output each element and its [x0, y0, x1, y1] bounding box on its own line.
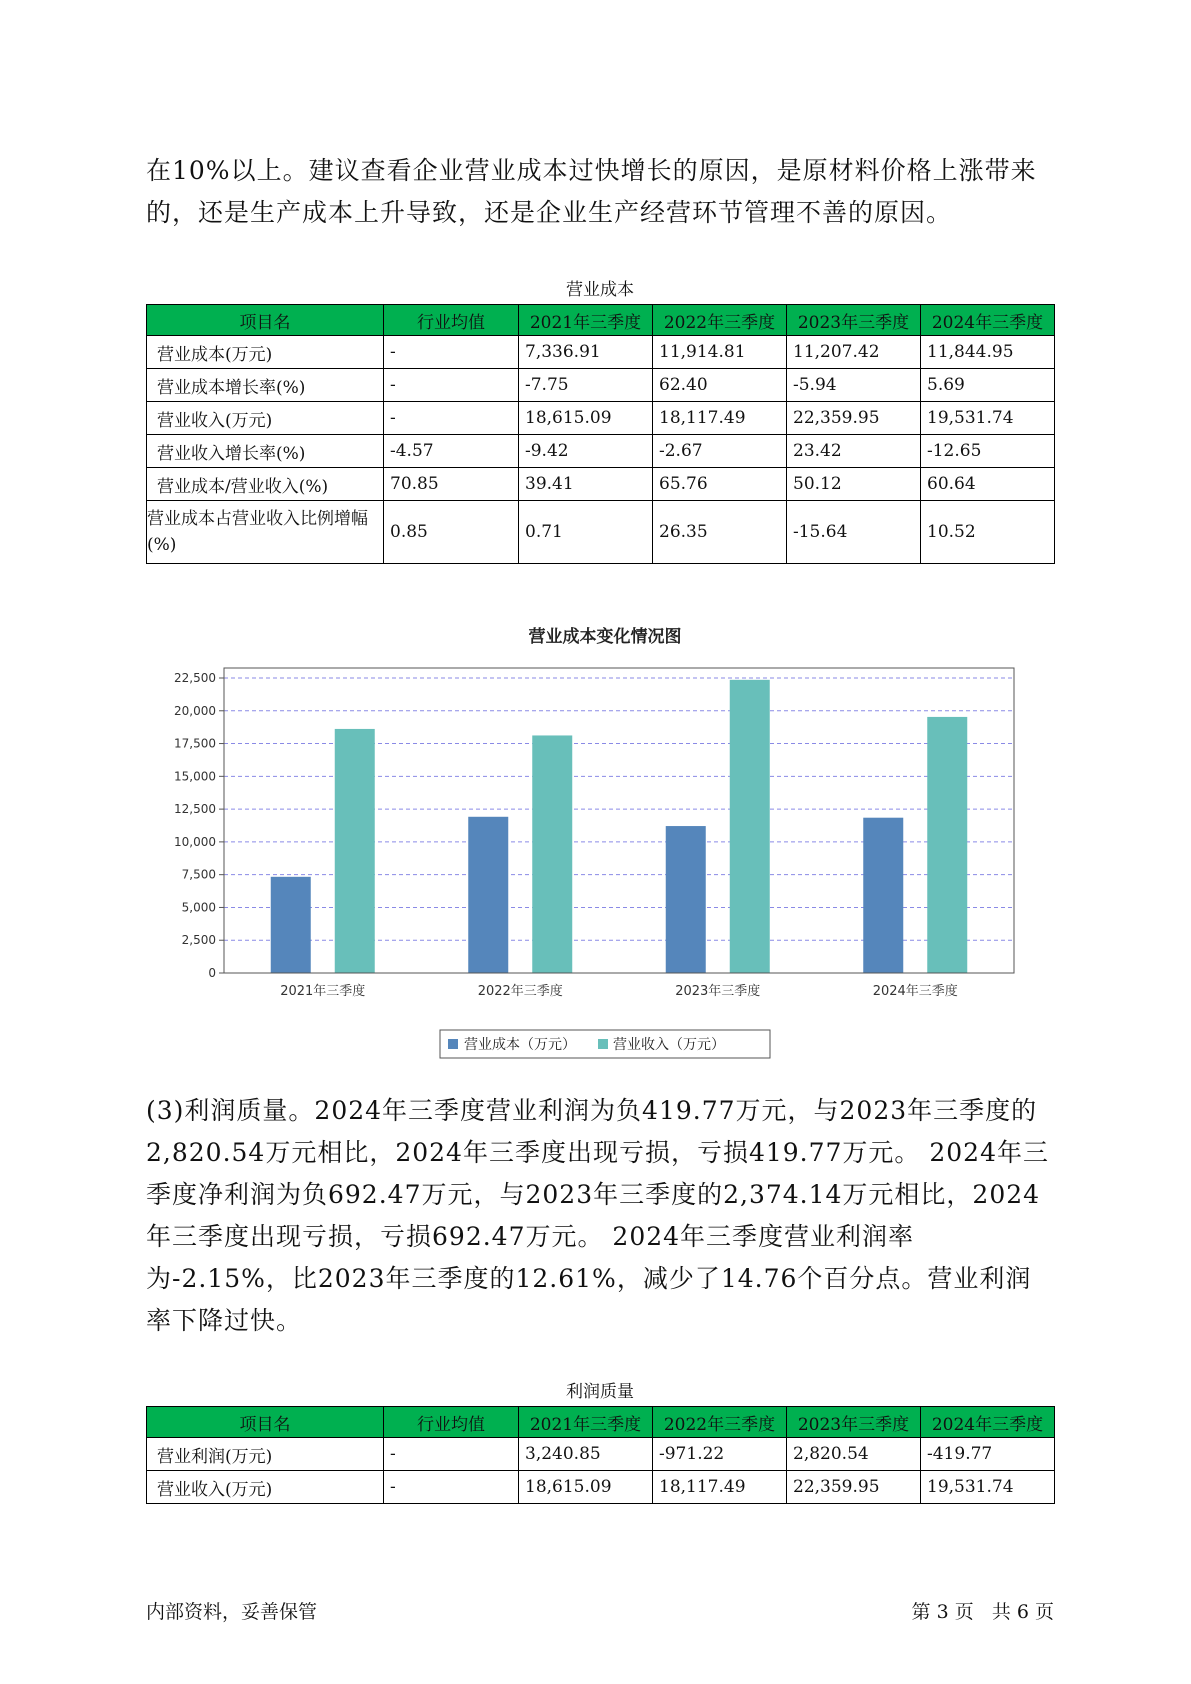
table-cell: 18,615.09	[519, 402, 653, 435]
row-label: 营业成本(万元)	[147, 336, 384, 369]
y-tick-label: 12,500	[174, 802, 216, 817]
row-label: 营业成本/营业收入(%)	[147, 468, 384, 501]
cost-table-header	[147, 305, 1055, 336]
table-cell: -419.77	[921, 1438, 1055, 1471]
table-cell: -12.65	[921, 435, 1055, 468]
chart-legend	[440, 1030, 770, 1058]
table-row	[147, 501, 1055, 564]
cost-chart	[150, 620, 1060, 1070]
bar-cost	[863, 818, 903, 973]
page-number: 第 3 页 共 6 页	[911, 1601, 1054, 1623]
table-cell: -15.64	[787, 501, 921, 564]
y-axis-ticks	[174, 671, 224, 980]
table-row	[147, 1471, 1055, 1504]
y-tick-label: 5,000	[181, 900, 216, 915]
header-item: 项目名	[147, 305, 384, 336]
legend-swatch-revenue	[598, 1039, 608, 1049]
table-cell: -	[384, 336, 519, 369]
header-2022q3: 2022年三季度	[653, 1407, 787, 1438]
table-cell: -2.67	[653, 435, 787, 468]
x-tick-label: 2022年三季度	[477, 984, 563, 999]
table-cell: 18,117.49	[653, 402, 787, 435]
x-axis-ticks	[280, 983, 958, 999]
header-industry-avg: 行业均值	[384, 1407, 519, 1438]
table-row	[147, 435, 1055, 468]
table-row	[147, 369, 1055, 402]
profit-table	[146, 1406, 1055, 1504]
table-cell: 18,615.09	[519, 1471, 653, 1504]
table-cell: 2,820.54	[787, 1438, 921, 1471]
row-label: 营业收入(万元)	[147, 1471, 384, 1504]
table-cell: 19,531.74	[921, 1471, 1055, 1504]
table-row	[147, 468, 1055, 501]
table-cell: -4.57	[384, 435, 519, 468]
bar-revenue	[927, 717, 967, 973]
bar-cost	[666, 826, 706, 973]
y-tick-label: 2,500	[181, 933, 216, 948]
footer-confidential-note: 内部资料，妥善保管	[146, 1601, 318, 1623]
table-cell: 0.85	[384, 501, 519, 564]
y-tick-label: 20,000	[174, 703, 216, 718]
x-tick-label: 2024年三季度	[872, 984, 958, 999]
table-cell: 65.76	[653, 468, 787, 501]
chart-title: 营业成本变化情况图	[528, 627, 682, 647]
legend-label-revenue: 营业收入（万元）	[613, 1037, 725, 1053]
table-cell: 5.69	[921, 369, 1055, 402]
row-label: 营业收入(万元)	[147, 402, 384, 435]
table-cell: -	[384, 1438, 519, 1471]
table-cell: -	[384, 1471, 519, 1504]
header-2024q3: 2024年三季度	[921, 1407, 1055, 1438]
table-cell: 3,240.85	[519, 1438, 653, 1471]
table-cell: 0.71	[519, 501, 653, 564]
table-cell: 22,359.95	[787, 1471, 921, 1504]
row-label: 营业成本占营业收入比例增幅(%)	[147, 501, 384, 564]
table-cell: 10.52	[921, 501, 1055, 564]
y-tick-label: 17,500	[174, 736, 216, 751]
table-cell: 70.85	[384, 468, 519, 501]
table-cell: 7,336.91	[519, 336, 653, 369]
header-2021q3: 2021年三季度	[519, 305, 653, 336]
table-cell: 26.35	[653, 501, 787, 564]
table-cell: -5.94	[787, 369, 921, 402]
y-tick-label: 22,500	[174, 671, 216, 685]
table-cell: 22,359.95	[787, 402, 921, 435]
profit-table-header	[147, 1407, 1055, 1438]
table-cell: 11,207.42	[787, 336, 921, 369]
cost-table-caption: 营业成本	[566, 280, 634, 300]
table-row	[147, 402, 1055, 435]
header-2021q3: 2021年三季度	[519, 1407, 653, 1438]
y-tick-label: 10,000	[174, 834, 216, 849]
table-cell: 60.64	[921, 468, 1055, 501]
header-2023q3: 2023年三季度	[787, 305, 921, 336]
bar-cost	[468, 817, 508, 973]
table-cell: 11,914.81	[653, 336, 787, 369]
chart-bars	[271, 680, 968, 973]
profit-table-caption: 利润质量	[566, 1382, 634, 1402]
table-row	[147, 1438, 1055, 1471]
header-industry-avg: 行业均值	[384, 305, 519, 336]
bar-revenue	[532, 735, 572, 973]
table-cell: 18,117.49	[653, 1471, 787, 1504]
profit-paragraph: (3)利润质量。2024年三季度营业利润为负419.77万元，与2023年三季度的2,820.54万元相比，2024年三季度出现亏损，亏损419.77万元。 2024年三季度净利润为负692.47万元，与2023年三季度的2,374.14万元相比，2024年三季度出现亏损，亏损692.47万元。 2024年三季度营业利润率为-2.15%，比2023年三季度的12.61%，减少了14.76个百分点。营业利润率下降过快。	[146, 1096, 1049, 1335]
bar-cost	[271, 877, 311, 973]
header-2022q3: 2022年三季度	[653, 305, 787, 336]
legend-label-cost: 营业成本（万元）	[464, 1037, 576, 1053]
bar-revenue	[730, 680, 770, 973]
intro-paragraph: 在10%以上。建议查看企业营业成本过快增长的原因，是原材料价格上涨带来的，还是生产成本上升导致，还是企业生产经营环节管理不善的原因。	[146, 156, 1037, 227]
table-row	[147, 336, 1055, 369]
header-2023q3: 2023年三季度	[787, 1407, 921, 1438]
legend-swatch-cost	[448, 1039, 458, 1049]
table-cell: 39.41	[519, 468, 653, 501]
y-tick-label: 0	[208, 966, 216, 980]
table-cell: 11,844.95	[921, 336, 1055, 369]
row-label: 营业成本增长率(%)	[147, 369, 384, 402]
header-item: 项目名	[147, 1407, 384, 1438]
table-cell: -	[384, 369, 519, 402]
row-label: 营业收入增长率(%)	[147, 435, 384, 468]
table-cell: -7.75	[519, 369, 653, 402]
cost-chart-svg	[150, 620, 1060, 1070]
y-tick-label: 15,000	[174, 769, 216, 784]
y-tick-label: 7,500	[181, 867, 216, 882]
x-tick-label: 2021年三季度	[280, 984, 366, 999]
header-2024q3: 2024年三季度	[921, 305, 1055, 336]
table-cell: 19,531.74	[921, 402, 1055, 435]
row-label: 营业利润(万元)	[147, 1438, 384, 1471]
table-cell: -9.42	[519, 435, 653, 468]
x-tick-label: 2023年三季度	[675, 984, 761, 999]
cost-table	[146, 304, 1055, 564]
table-cell: 23.42	[787, 435, 921, 468]
table-cell: -971.22	[653, 1438, 787, 1471]
table-cell: 50.12	[787, 468, 921, 501]
table-cell: 62.40	[653, 369, 787, 402]
table-cell: -	[384, 402, 519, 435]
bar-revenue	[335, 729, 375, 973]
